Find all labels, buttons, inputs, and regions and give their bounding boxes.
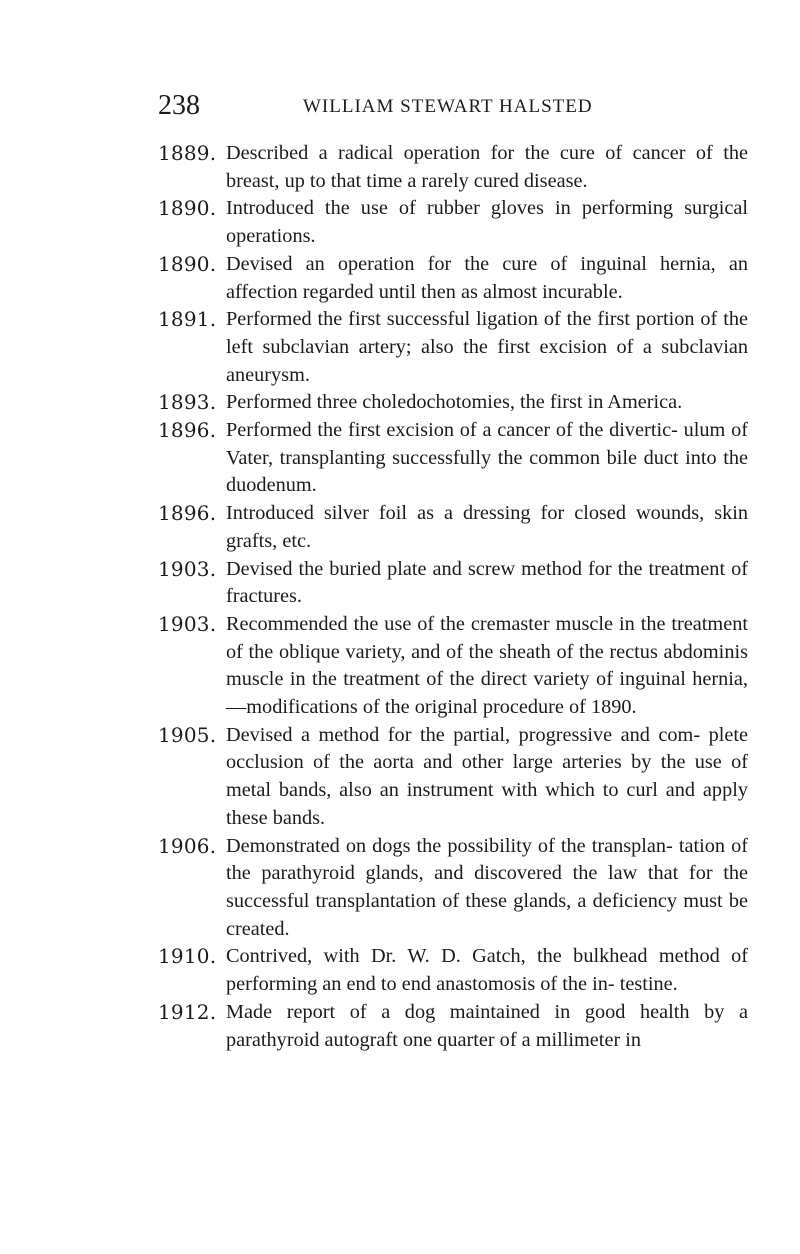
entry-text: Performed the first excision of a cancer of the divertic- ulum of Vater, transplanting successfully the common bile duct into the duodenum. (226, 419, 748, 497)
chronology-entry (158, 722, 748, 833)
chronology-entry (158, 195, 748, 250)
entry-year: 1910. (158, 944, 217, 969)
entry-text: Devised the buried plate and screw method for the treatment of fractures. (226, 557, 748, 608)
chronology-entry (158, 556, 748, 611)
chronology-entry (158, 500, 748, 555)
chronology-entry (158, 611, 748, 722)
entry-text: Devised a method for the partial, progressive and com- plete occlusion of the aorta and other large arteries by the use of metal bands, also an instrument with which to curl and apply these bands. (226, 723, 748, 829)
entry-year: 1896. (158, 418, 217, 443)
running-title: WILLIAM STEWART HALSTED (303, 96, 593, 117)
chronology-entry (158, 417, 748, 500)
entry-text: Demonstrated on dogs the possibility of the transplan- tation of the parathyroid glands, and discovered the law that for the successful transplantation of these glands, a deficiency must be created. (226, 834, 748, 940)
entry-text: Devised an operation for the cure of inguinal hernia, an affection regarded until then as almost incurable. (226, 252, 748, 303)
entry-text: Made report of a dog maintained in good health by a parathyroid autograft one quarter of a millimeter in (226, 1000, 748, 1051)
entry-year: 1890. (158, 251, 217, 276)
entry-year: 1903. (158, 611, 217, 636)
entry-text: Introduced silver foil as a dressing for closed wounds, skin grafts, etc. (226, 502, 748, 552)
entry-text: Recommended the use of the cremaster muscle in the treatment of the oblique variety, and of the sheath of the rectus abdominis muscle in the treatment of the direct variety of inguinal hernia,—modifications of the original procedure of 1890. (226, 612, 748, 719)
entry-year: 1891. (158, 307, 217, 332)
entry-year: 1903. (158, 556, 217, 581)
entry-text: Introduced the use of rubber gloves in performing surgical operations. (226, 197, 748, 248)
entry-text: Performed the first successful ligation of the first portion of the left subclavian artery; also the first excision of a subclavian aneurysm. (226, 308, 748, 386)
chronology-entry (158, 943, 748, 998)
entry-year: 1912. (158, 999, 217, 1024)
chronology-entry (158, 306, 748, 389)
page-header (158, 88, 748, 124)
entry-year: 1890. (158, 196, 217, 221)
entry-year: 1905. (158, 722, 217, 747)
entry-text: Performed three choledochotomies, the first in America. (226, 391, 683, 414)
entry-text: Described a radical operation for the cure of cancer of the breast, up to that time a rarely cured disease. (226, 142, 748, 192)
chronology-entry (158, 140, 748, 195)
entry-year: 1889. (158, 141, 217, 165)
page-number: 238 (158, 90, 200, 121)
chronology-entry (158, 251, 748, 306)
chronology-entry (158, 833, 748, 944)
entry-text: Contrived, with Dr. W. D. Gatch, the bulkhead method of performing an end to end anastomosis of the in- testine. (226, 945, 748, 996)
chronology-entry (158, 389, 748, 417)
entry-year: 1896. (158, 501, 217, 526)
entry-year: 1893. (158, 390, 217, 415)
chronology-list (158, 140, 748, 1054)
chronology-entry (158, 999, 748, 1054)
entry-year: 1906. (158, 833, 217, 858)
